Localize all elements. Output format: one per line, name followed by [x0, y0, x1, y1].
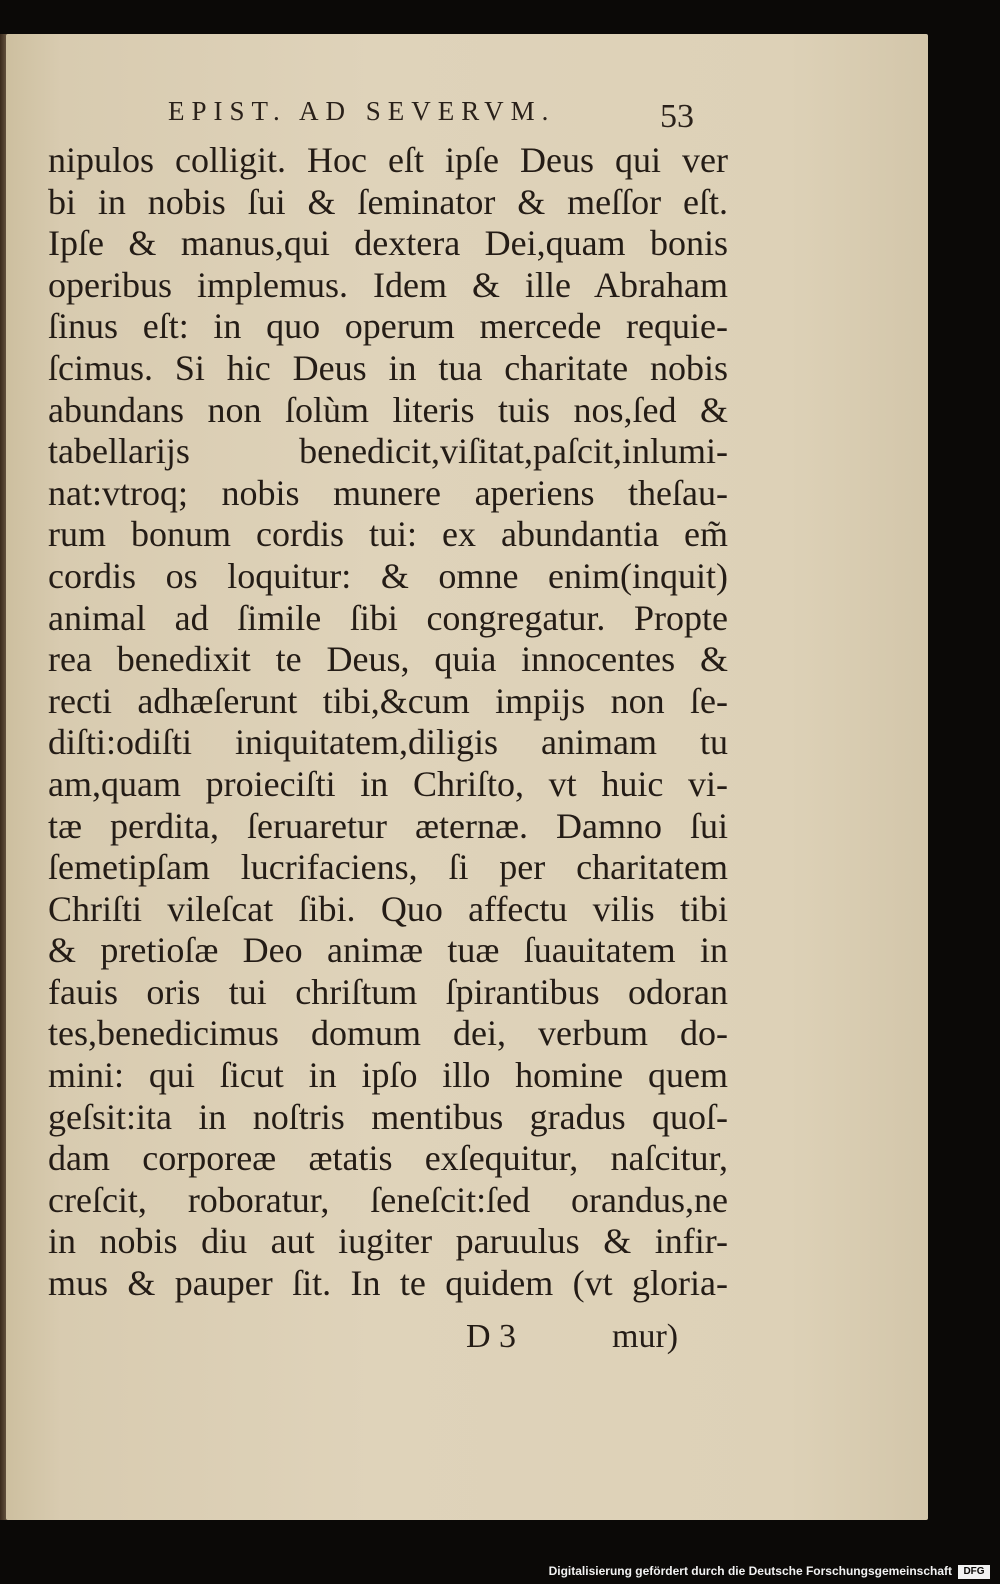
text-line: tes,benedicimus domum dei, verbum do- [48, 1013, 728, 1054]
text-line: mini: qui ſicut in ipſo illo homine quem [48, 1055, 728, 1096]
text-line: animal ad ſimile ſibi congregatur. Propte [48, 597, 728, 638]
text-line: nat:vtroq; nobis munere aperiens theſau- [48, 472, 728, 513]
text-line: operibus implemus. Idem & ille Abraham [48, 264, 728, 305]
text-line: ſinus eſt: in quo operum mercede requie- [48, 306, 728, 347]
text-line: abundans non ſolùm literis tuis nos,ſed & [48, 389, 728, 430]
text-line: cordis os loquitur: & omne enim(inquit) [48, 555, 728, 596]
signature-mark: D 3 [466, 1318, 517, 1355]
text-line: rum bonum cordis tui: ex abundantia em̃ [48, 514, 728, 555]
running-head: EPIST. AD SEVERVM. [168, 96, 556, 126]
text-line: tabellarijs benedicit,viſitat,paſcit,inlumi- [48, 431, 728, 472]
dfg-logo: DFG [958, 1565, 990, 1579]
text-line: tæ perdita, ſeruaretur æternæ. Damno ſui [48, 805, 728, 846]
catchword: mur) [612, 1318, 679, 1355]
body-text [48, 140, 728, 1305]
text-line: geſsit:ita in noſtris mentibus gradus quoſ- [48, 1096, 728, 1137]
text-line: dam corporeæ ætatis exſequitur, naſcitur, [48, 1138, 728, 1179]
page-number: 53 [660, 98, 694, 135]
text-line: diſti:odiſti iniquitatem,diligis animam tu [48, 722, 728, 763]
text-line: fauis oris tui chriſtum ſpirantibus odoran [48, 971, 728, 1012]
text-line: ſcimus. Si hic Deus in tua charitate nobis [48, 347, 728, 388]
text-line: & pretioſæ Deo animæ tuæ ſuauitatem in [48, 930, 728, 971]
text-line: rea benedixit te Deus, quia innocentes & [48, 639, 728, 680]
text-line: am,quam proieciſti in Chriſto, vt huic vi- [48, 763, 728, 804]
text-line: nipulos colligit. Hoc eſt ipſe Deus qui ver [48, 140, 728, 180]
text-line: bi in nobis ſui & ſeminator & meſſor eſt. [48, 181, 728, 222]
text-line: recti adhæſerunt tibi,&cum impijs non ſe- [48, 680, 728, 721]
text-line: ſemetipſam lucrifaciens, ſi per charitatem [48, 847, 728, 888]
funding-credit: Digitalisierung gefördert durch die Deutsche Forschungsgemeinschaft [548, 1564, 952, 1578]
text-line: in nobis diu aut iugiter paruulus & infir- [48, 1221, 728, 1262]
text-line: creſcit, roboratur, ſeneſcit:ſed orandus,ne [48, 1179, 728, 1220]
text-line: Chriſti vileſcat ſibi. Quo affectu vilis tibi [48, 888, 728, 929]
text-line: Ipſe & manus,qui dextera Dei,quam bonis [48, 223, 728, 264]
text-line: mus & pauper ſit. In te quidem (vt gloria- [48, 1263, 728, 1304]
